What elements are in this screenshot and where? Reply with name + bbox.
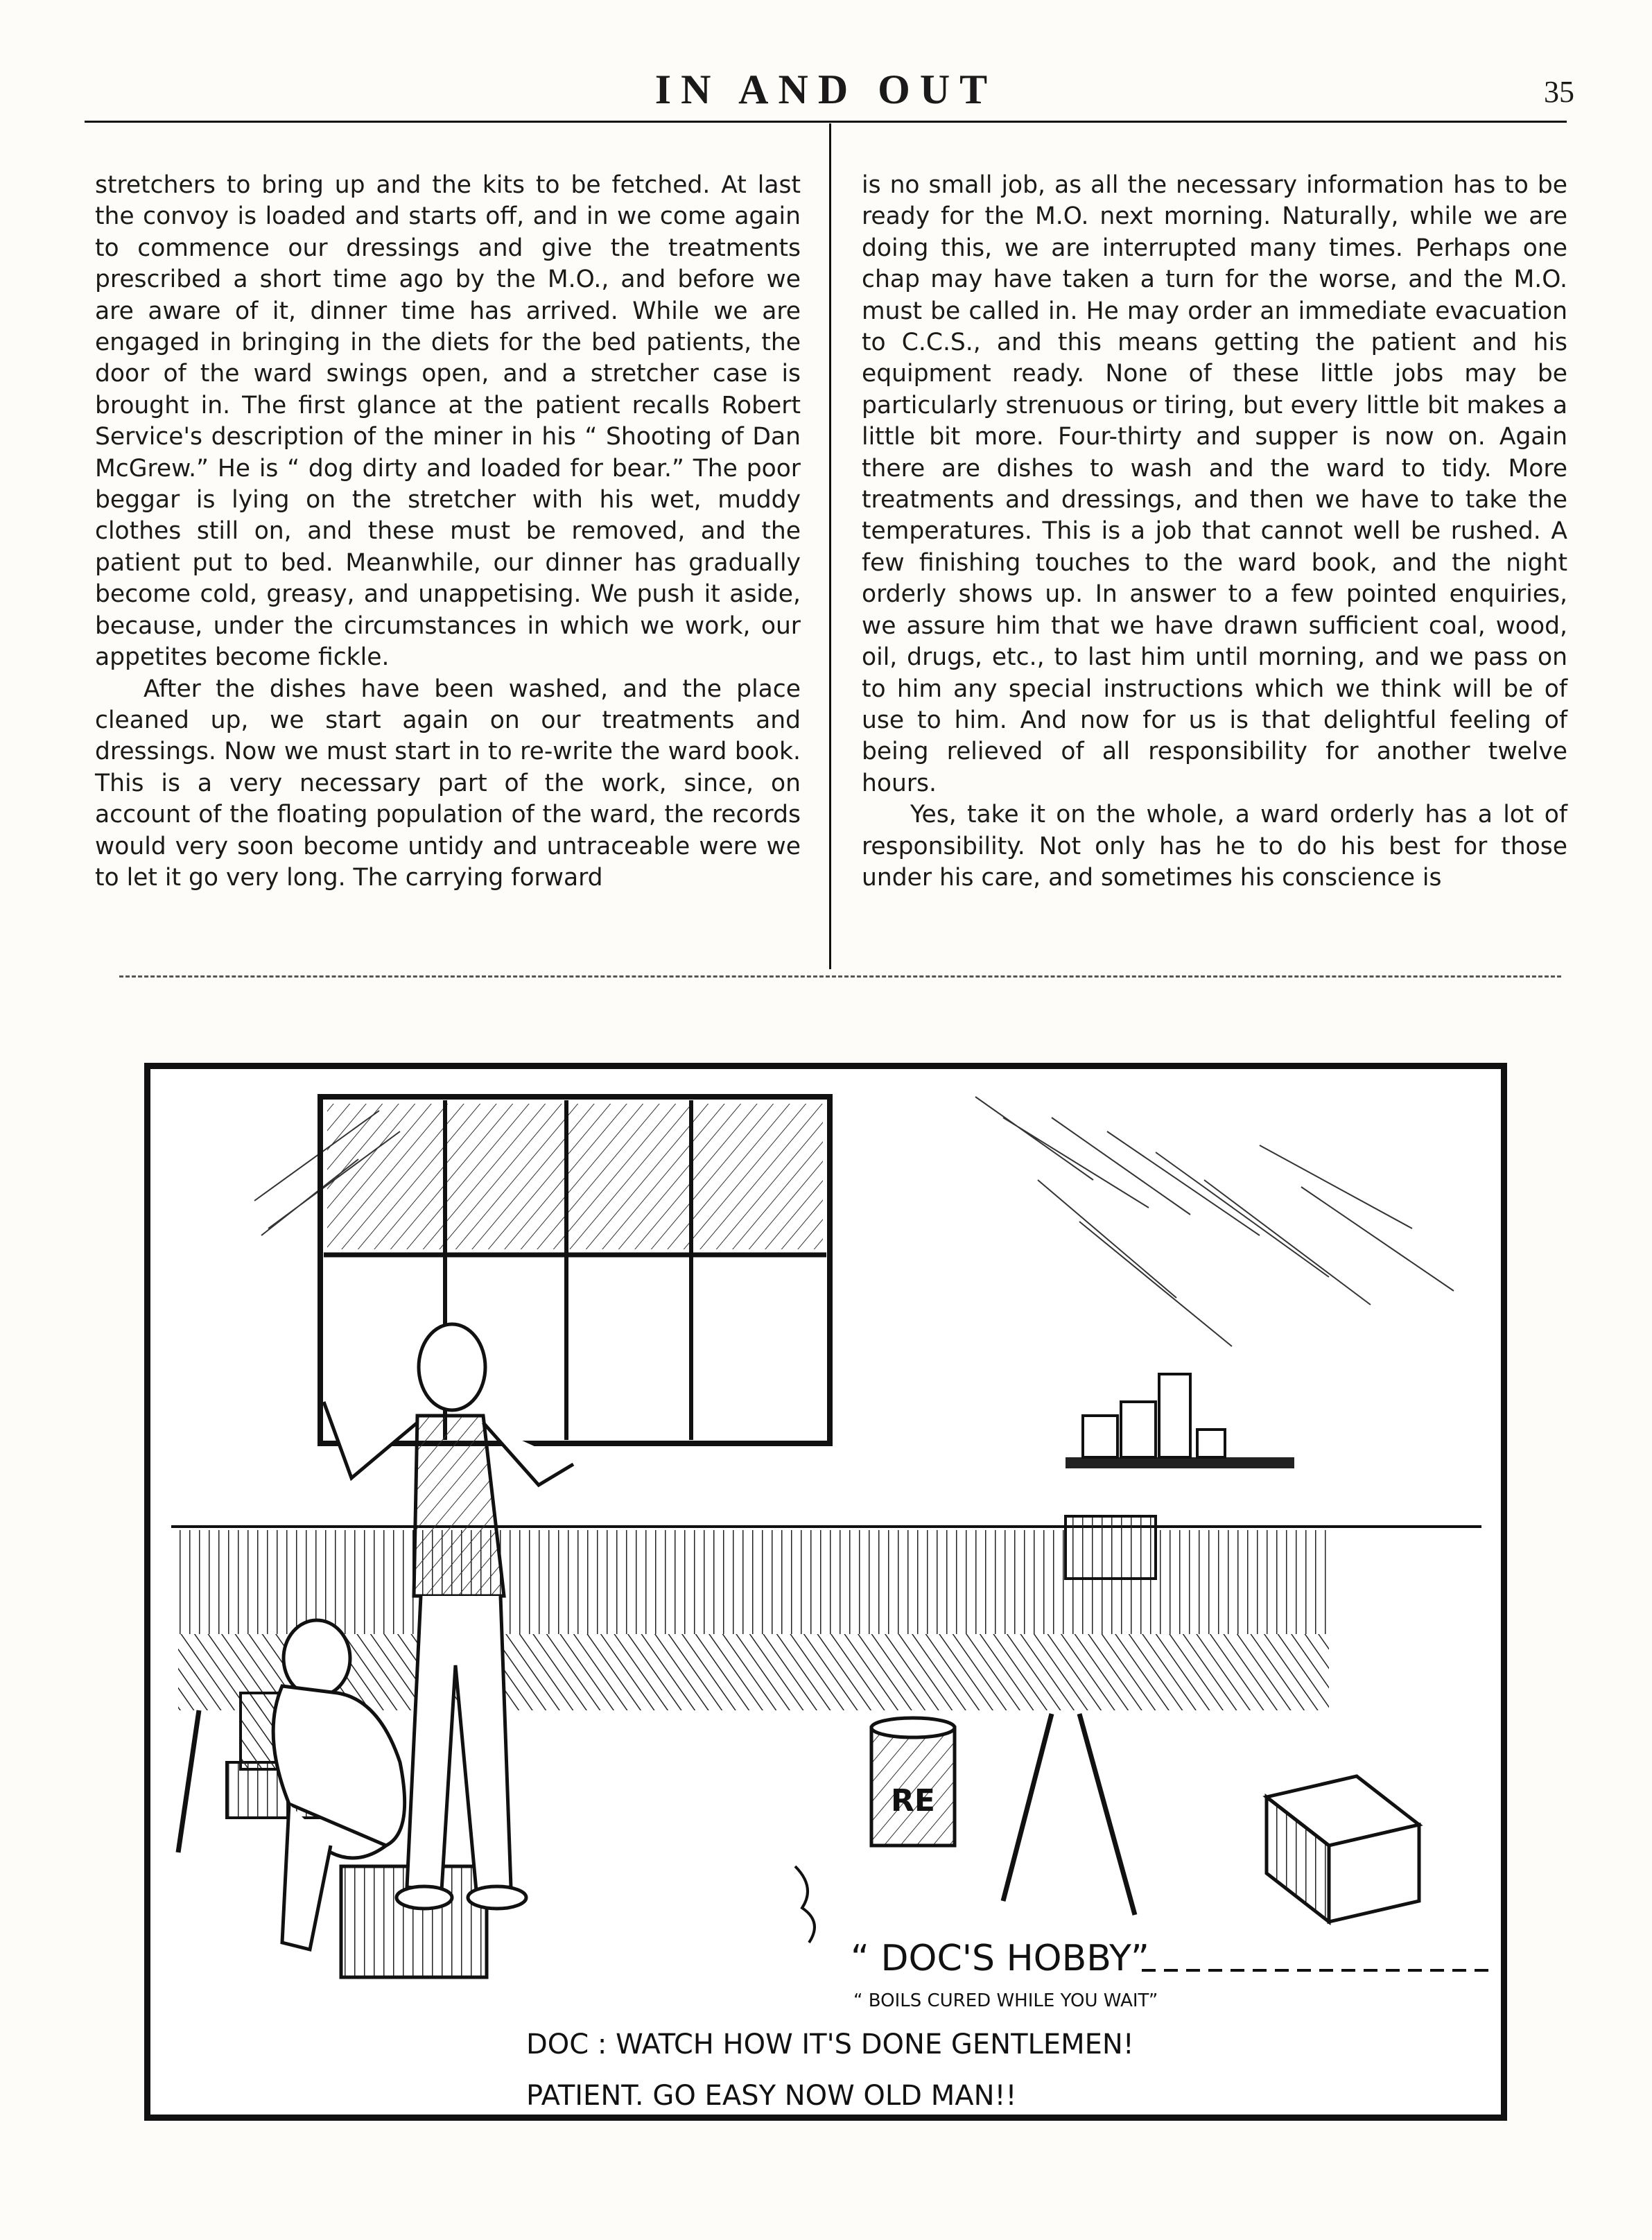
box-on-bench bbox=[1066, 1516, 1156, 1579]
paragraph: is no small job, as all the necessary information has to be ready for the M.O. next morning. Naturally, while we are doing this, we are interrupted many times. Perhaps one chap may have taken a turn for the worse, and the M.O. must be called in. He may order an immediate evacuation to C.C.S., and this means getting the patient and his equipment ready. None of these little jobs may be particularly strenuous or tiring, but every little bit makes a little bit more. Four-thirty and supper is now on. Again there are dishes to wash and the ward to tidy. More treatments and dressings, and then we have to take the temperatures. This is a job that cannot well be rushed. A few finishing touches to the ward book, and the night orderly shows up. In answer to a few pointed enquiries, we assure him that we have drawn sufficient coal, wood, oil, drugs, etc., to last him until morning, and we pass on to him any special instructions which we think will be of use to him. And now for us is that delightful feeling of being relieved of all responsibility for another twelve hours. bbox=[862, 171, 1567, 797]
column-divider bbox=[829, 123, 831, 969]
open-crate bbox=[1267, 1776, 1419, 1922]
shelf-with-bottles bbox=[1066, 1374, 1294, 1468]
cartoon-drawing bbox=[150, 1069, 1501, 2115]
running-title: IN AND OUT bbox=[654, 67, 998, 112]
caption-patient-line: PATIENT. GO EASY NOW OLD MAN!! bbox=[526, 2080, 1017, 2112]
cartoon-title: “ DOC'S HOBBY” bbox=[851, 1938, 1149, 1979]
section-rule bbox=[119, 975, 1561, 978]
paragraph: stretchers to bring up and the kits to be fetched. At last the convoy is loaded and starts off, and in we come again to commence our dressings and give the treatments prescribed a short time ago by the M.O., and before we are aware of it, dinner time has arrived. While we are engaged in bringing in the diets for the bed patients, the door of the ward swings open, and a stretcher case is brought in. The first glance at the patient recalls Robert Service's description of the miner in his “ Shooting of Dan McGrew.” He is “ dog dirty and loaded for bear.” The poor beggar is lying on the stretcher with his wet, muddy clothes still on, and these must be removed, and the patient put to bed. Meanwhile, our dinner has gradually become cold, greasy, and unappetising. We push it aside, because, under the circumstances in which we work, our appetites become fickle. bbox=[95, 171, 801, 672]
left-column bbox=[95, 170, 801, 894]
header-rule bbox=[85, 121, 1567, 123]
page-header bbox=[0, 66, 1652, 121]
cartoon-illustration bbox=[144, 1063, 1507, 2121]
page-number: 35 bbox=[1544, 75, 1574, 109]
window bbox=[320, 1097, 830, 1443]
caption-doc-line: DOC : WATCH HOW IT'S DONE GENTLEMEN! bbox=[526, 2029, 1134, 2060]
tin-can bbox=[871, 1718, 955, 1846]
cartoon-subtitle: “ BOILS CURED WHILE YOU WAIT” bbox=[853, 1990, 1158, 2011]
right-column bbox=[862, 170, 1567, 894]
tin-label: RE bbox=[891, 1783, 935, 1818]
paragraph: Yes, take it on the whole, a ward orderly has a lot of responsibility. Not only has he to do his best for those under his care, and sometimes his conscience is bbox=[862, 801, 1567, 892]
paragraph: After the dishes have been washed, and the place cleaned up, we start again on our treatments and dressings. Now we must start in to re-write the ward book. This is a very necessary part of the work, since, on account of the floating population of the ward, the records would very soon become untidy and untraceable were we to let it go very long. The carrying forward bbox=[95, 675, 801, 892]
